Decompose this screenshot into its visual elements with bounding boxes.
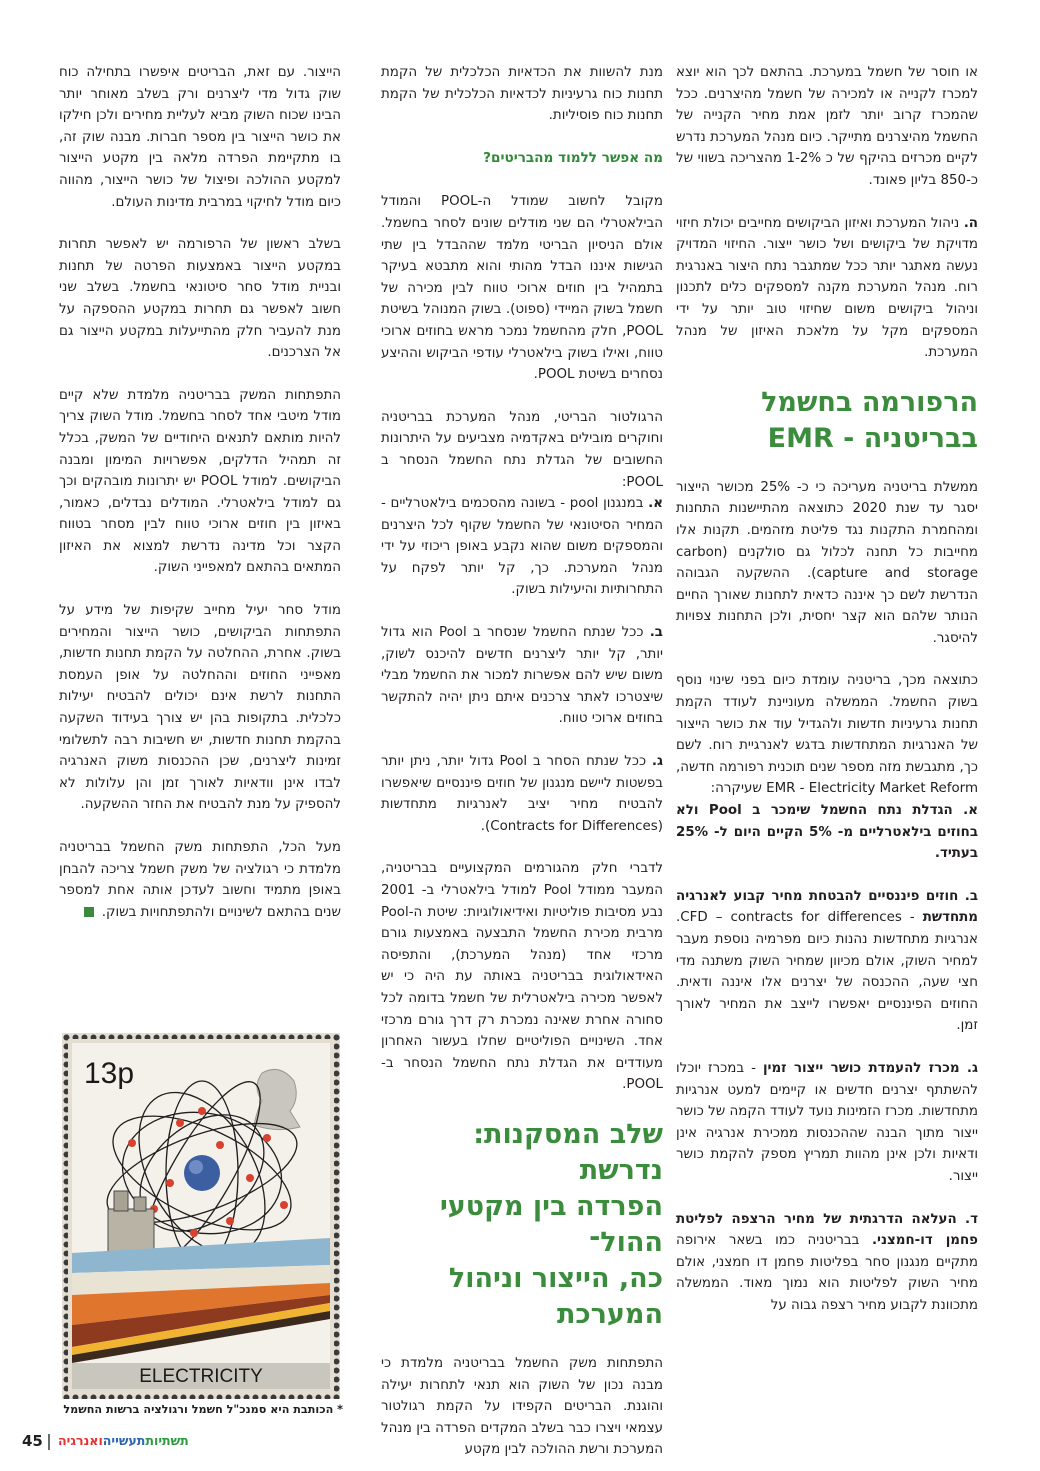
paragraph bbox=[676, 1209, 978, 1317]
heading-line: כה, הייצור וניהול המערכת bbox=[448, 1262, 663, 1330]
paragraph: הרגולטור הבריטי, מנהל המערכת בבריטניה וחוקרים מובילים באקדמיה מצביעים על היתרונות החשובים של הגדלת נתח החשמל הנסחר ב POOL: bbox=[381, 409, 663, 490]
item-label: ג. bbox=[651, 754, 663, 770]
magazine-name-part: ואנרגיה bbox=[58, 1433, 103, 1448]
paragraph bbox=[676, 886, 978, 1037]
paragraph: הייצור. עם זאת, הבריטים איפשרו בתחילה כוח שוק גדול מדי ליצרנים ורק בשלב מאוחר יותר הבינו שכוח השוק מביא לעליית מחירים ולכן חילקו את כושר הייצור בין מספר חברות. מבנה שוק זה, בו מתקיימת הפרדה מלאה בין מקטע הייצור למקטע ההולכה ופיצול של כושר הייצור, מהווה כיום מודל לחיקוי במרבית מדינות העולם. bbox=[59, 65, 341, 210]
paragraph bbox=[676, 800, 978, 865]
paragraph bbox=[381, 751, 663, 837]
item-text: א. הגדלת נתח החשמל שימכר ב Pool ולא בחוזים בילאטרליים מ- 5% הקיים היום ל- 25% בעתיד. bbox=[676, 803, 979, 862]
magazine-name-part: תשתיות bbox=[145, 1433, 189, 1448]
section-heading bbox=[676, 385, 978, 457]
item-text: ככל שנתח הסחר ב Pool גדול יותר, ניתן יותר בפשטות ליישם מנגנון של חוזים פיננסיים שיאפשרו להבטיח מחיר יציב לאנרגיות מתחדשות (Contracts for Differences). bbox=[381, 754, 663, 834]
heading-line: הרפורמה בחשמל bbox=[761, 386, 978, 418]
item-label: ג. מכרז להעמדת כושר ייצור זמין bbox=[762, 1060, 978, 1076]
paragraph: התפתחות משק החשמל בבריטניה מלמדת כי מבנה נכון של השוק הוא תנאי לתחרות יעילה והוגנת. הבריטים הקפידו על הקמת רגולטור עצמאי ויצרו כבר בשלב המקדים הפרדה בין מנהל המערכת ורשת ההולכה לבין מקטע bbox=[381, 1355, 663, 1458]
item-label: ב. bbox=[649, 625, 663, 641]
page-number: 45 bbox=[22, 1432, 43, 1450]
paragraph: ממשלת בריטניה מעריכה כי כ- 25% מכושר הייצור יסגר עד שנת 2020 כתוצאה מהתיישנות התחנות ומהחמרת התקנות נגד פליטת מזהמים. תקנות אלו מחייבות כל תחנה לכלול גם סולקנים (carbon capture and storage). ההשקעה הגבוהה הנדרשת לשם כך איננה כדאית לתחנות שאורך החיים הנותר שלהם הוא קצר יחסית, ולכן התחנות צפויות להיסגר. bbox=[676, 479, 978, 646]
paragraph: לדברי חלק מהגורמים המקצועיים בבריטניה, המעבר ממודל Pool למודל בילאטרלי ב- 2001 נבע מסיבות פוליטיות ואידיאולוגיות: שיטת ה-Pool מרבית מכירת החשמל התבצעה באמצעות גורם מרכזי אחד (מנהל המערכת), והתפיסה האידאולוגית בבריטניה באותה עת היה כי יש לאפשר מכירה בילאטרלית של חשמל בדומה לכל סחורה אחרת שאינה נמכרת רק דרך גורם מרכזי אחד. השינויים הפוליטיים שחלו בעשור האחרון מעודדים את הגדלת נתח החשמל הנסחר ב- POOL. bbox=[381, 861, 663, 1093]
item-label: ד. העלאה הדרגתית של מחיר הרצפה לפליטת פחמן דו-חמצני. bbox=[676, 1211, 978, 1249]
item-text: מעל הכל, התפתחות משק החשמל בבריטניה מלמדת כי רגולציה של משק חשמל צריכה להבחן באופן מתמיד וחשוב לעדכן אותה אחת למספר שנים בהתאם לשינויים ולהתפתחויות בשוק. bbox=[59, 840, 341, 920]
item-text: במנגנון pool - בשונה מהסכמים בילאטרליים - המחיר הסיטונאי של החשמל שקוף לכל היצרנים והמספקים משום שהוא נקבע באופן ריכוזי על ידי מנהל המערכת. כך, קל יותר לפקח על התחרותיות והיעילות בשוק. bbox=[381, 496, 663, 598]
stamp-label: ELECTRICITY bbox=[139, 1366, 263, 1387]
paragraph: התפתחות המשק בבריטניה מלמדת שלא קיים מודל מיטבי אחד לסחר בחשמל. מודל השוק צריך להיות מותאם לתנאים היחודיים של המשק, בכלל זה תמהיל הדלקים, אפשרויות המימון ומבנה הביקושים. למודל POOL יש יתרונות מובהקים וכך גם למודל בילאטרלי. המודלים נבדלים, כאמור, באיזון בין חוזים ארוכי טווח לבין מסחר בטווח הקצר וכל מדינה נדרשת למצוא את האיזון המתאים בהתאם למאפייני השוק. bbox=[59, 387, 342, 576]
subheading: מה אפשר ללמוד מהבריטים? bbox=[483, 149, 663, 166]
item-text: ניהול המערכת ואיזון הביקושים מחייבים יכולת חיזוי מדויקת של ביקושים ושל כושר ייצור. החיזוי המדויק נעשה מאתגר יותר ככל שמתגבר נתח היצור באנרגית רוח. מנהל המערכת מקנה למספקים כלים לתכנון וניהול ביקושים משום שחיזוי טוב יותר על ידי המספקים מקל על מלאכת האיזון של מנהל המערכת. bbox=[676, 215, 978, 361]
item-label: א. bbox=[648, 496, 663, 512]
electricity-stamp-image bbox=[62, 1033, 340, 1399]
paragraph: או חוסר של חשמל במערכת. בהתאם לכך הוא יוצא למכרז לקנייה או למכירה של חשמל מהיצרנים. ככל שהמכרז קרוב יותר לזמן אמת מחיר הקנייה של החשמל מהיצרנים מתייקר. כיום מנהל המערכת נדרש לקיים מכרזים בהיקף של כ 2%-1 מהצריכה בשווי של כ-850 בליון פאונד. bbox=[676, 65, 979, 188]
column-right bbox=[676, 62, 978, 1414]
author-caption: * הכותבת היא סמנכ"ל חשמל ורגולציה ברשות החשמל bbox=[63, 1403, 343, 1416]
item-label: ה. bbox=[963, 215, 978, 231]
paragraph bbox=[381, 622, 663, 730]
section-heading bbox=[381, 1117, 663, 1333]
column-middle bbox=[381, 62, 663, 1458]
magazine-name-part: תעשייה bbox=[102, 1433, 146, 1448]
paragraph: מנת להשוות את הכדאיות הכלכלית של הקמת תחנות כוח גרעיניות לכדאיות הכלכלית של הקמת תחנות כוח פוסיליות. bbox=[381, 65, 663, 124]
paragraph: כתוצאה מכך, בריטניה עומדת כיום בפני שינוי נוסף בשוק החשמל. הממשלה מעוניינת לעודד הקמת תחנות גרעיניות חדשות ולהגדיל עוד את כושר הייצור של האנרגיות המתחדשות בדגש לאנרגיית רוח. לשם כך, מתגבשת מזה מספר שנים תוכנית רפורמה חדשה, EMR - Electricity Market Reform שעיקרה: bbox=[676, 673, 978, 797]
paragraph bbox=[676, 1058, 978, 1188]
end-mark-icon bbox=[84, 907, 94, 917]
item-text: ככל שנתח החשמל שנסחר ב Pool הוא גדול יותר, קל יותר ליצרנים חדשים להיכנס לשוק, משום שיש להם אפשרות למכור את החשמל מבלי שיצטרכו לאתר צרכנים איתם ניתן יהיה להתקשר בחוזים ארוכי טווח. bbox=[381, 625, 663, 727]
item-label: ב. חוזים פיננסיים להבטחת מחיר קבוע לאנרגיה מתחדשת bbox=[676, 888, 978, 926]
heading-line: בבריטניה - EMR bbox=[767, 422, 978, 454]
footer-divider bbox=[48, 1434, 50, 1450]
heading-line: שלב המסקנות: נדרשת bbox=[473, 1118, 663, 1186]
paragraph bbox=[381, 493, 663, 601]
magazine-name bbox=[58, 1433, 258, 1448]
paragraph: מקובל לחשוב שמודל ה-POOL והמודל הבילאטרלי הם שני מודלים שונים לסחר בחשמל. אולם הניסיון הבריטי מלמד שההבדל בין שתי הגישות איננו הבדל מהותי והוא מתבטא בעיקר בתמהיל בין חוזים ארוכי טווח לבין מכירה של חשמל בשוק המיידי (ספוט). בשוק המנוהל בשיטת POOL, חלק מהחשמל נמכר מראש בחוזים ארוכי טווח, ואילו בשוק בילאטרלי עודפי הביקוש וההיצע נסחרים בשיטת POOL. bbox=[381, 194, 663, 383]
item-text: - CFD – contracts for differences. אנרגיות מתחדשות נהנות כיום מפרמיה נוספת מעבר למחיר השוק, אולם מכיוון שמחיר השוק משתנה מדי חצי שעה, ההכנסה של יצרנים אלו איננה ודאית. החוזים הפיננסיים יאפשרו לייצב את המחיר לאורך זמן. bbox=[676, 910, 978, 1034]
paragraph: מודל סחר יעיל מחייב שקיפות של מידע על התפתחות הביקושים, כושר הייצור והמחירים בשוק. אחרת, ההחלטה על הקמת תחנות חדשות, מאפייני החוזים וההחלטה על אופן העמסת התחנות לרשת אינם יכולים להבטיח יעילות כלכלית. בתקופות בהן יש צורך בעידוד השקעה בהקמת תחנות חדשות, יש חשיבות רבה לתשלומי זמינות ליצרנים, שכן ההכנסות משוק האנרגיה לבדו אינן וודאיות לאורך זמן והן עלולות לא להספיק על מנת להבטיח את החזר ההשקעה. bbox=[59, 603, 341, 813]
stamp-value: 13p bbox=[84, 1057, 135, 1090]
item-text: בבריטניה כמו בשאר אירופה מתקיים מנגנון סחר בפליטות פחמן דו חמצני, אולם מחיר השוק לפליטות הוא נמוך מאוד. הממשלה מתכוונת לקבוע מחיר רצפה גבוה על bbox=[676, 1233, 978, 1313]
item-text: - במכרז יוכלו להשתתף יצרנים חדשים או קיימים למעט אנרגיות מתחדשות. מכרז הזמינות נועד לעודד הקמה של כושר ייצור מתוך הבנה שההכנסות ממכירת אנרגיה אינן ודאיות ולכן אינן מהוות תמריץ מספק להקמת כושר ייצור. bbox=[676, 1060, 978, 1184]
column-left bbox=[59, 62, 341, 1022]
paragraph bbox=[59, 837, 341, 923]
paragraph bbox=[676, 213, 978, 364]
heading-line: הפרדה בין מקטעי ההול־ bbox=[439, 1190, 663, 1258]
paragraph: בשלב ראשון של הרפורמה יש לאפשר תחרות במקטע הייצור באמצעות הפרטה של תחנות ובניית מודל סחר סיטונאי בחשמל. בשלב שני חשוב לאפשר גם תחרות במקטע ההספקה על מנת להעביר חלק מהתייעלות במקטע הייצור גם אל הצרכנים. bbox=[59, 237, 341, 361]
